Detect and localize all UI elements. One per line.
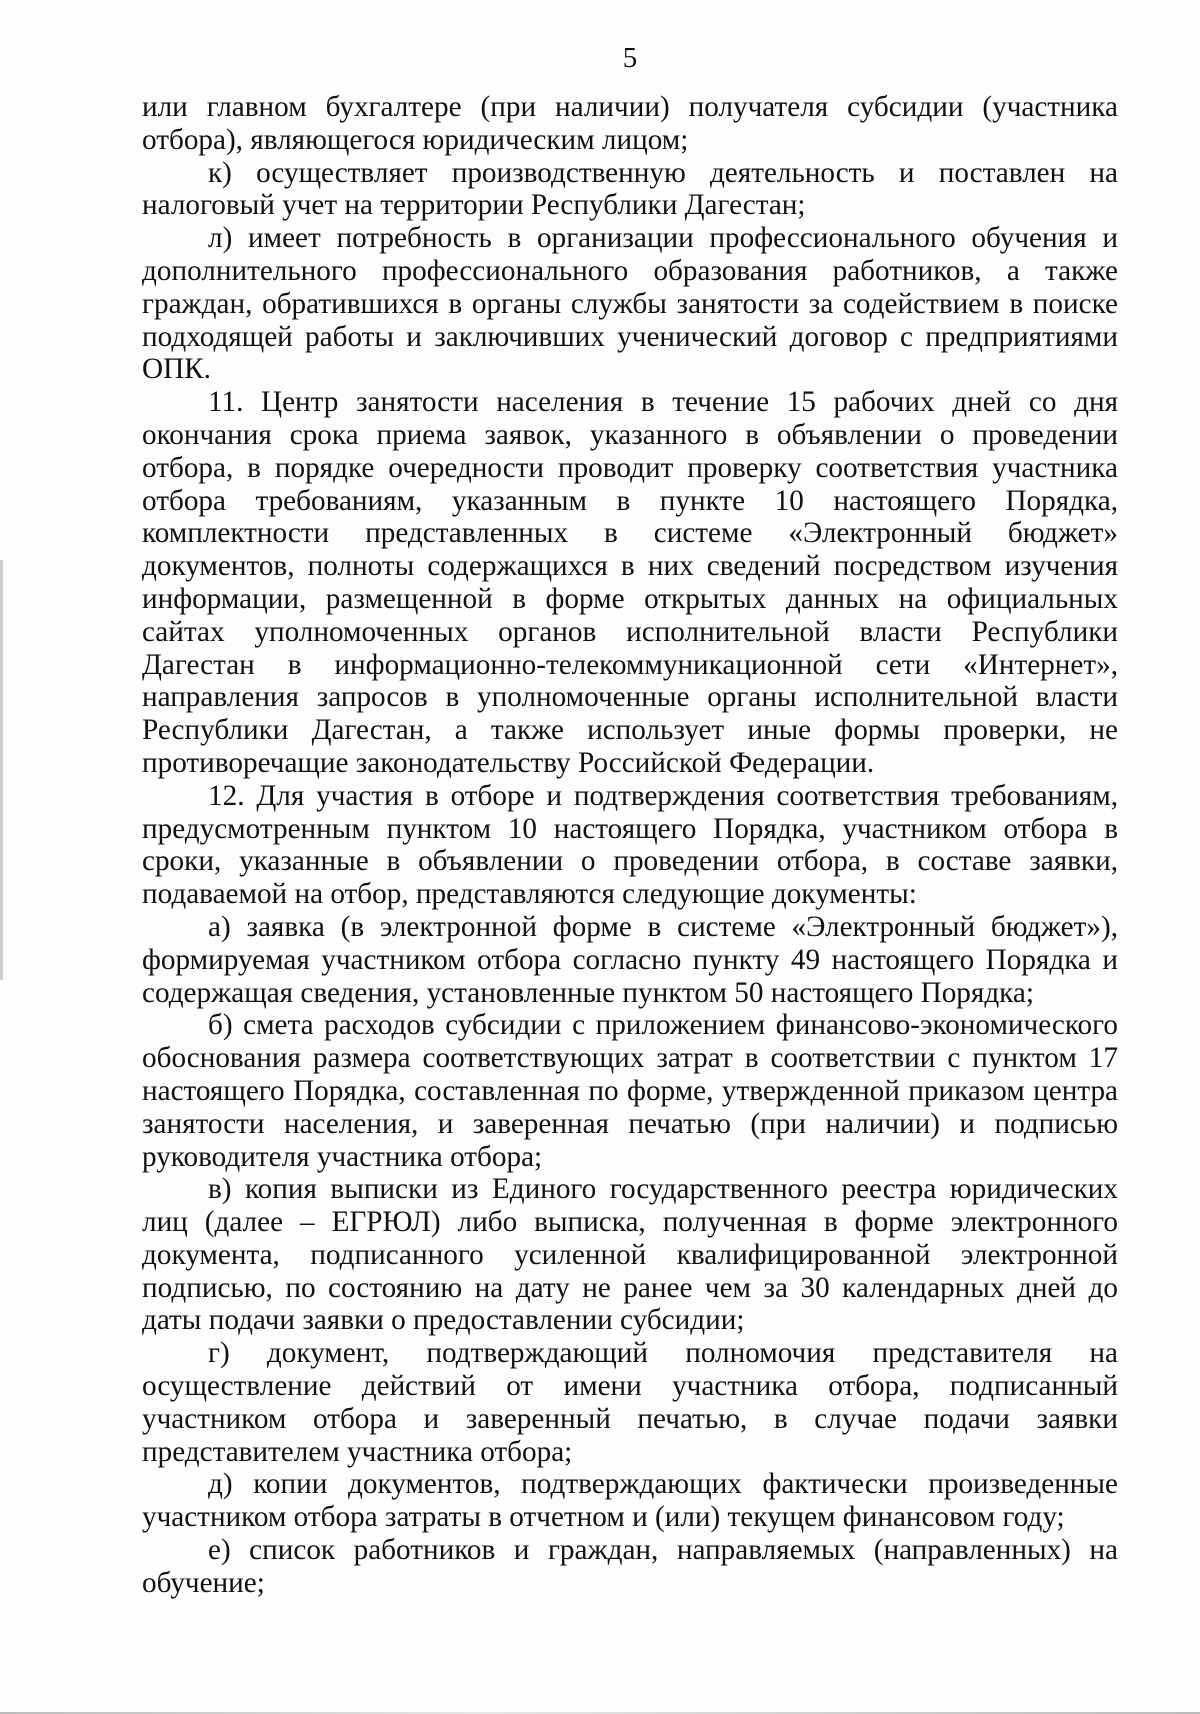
paragraph-item-g: г) документ, подтверждающий полномочия представителя на осуществление действий от имени участника отбора, подписанный участником отбора и заверенный печатью, в случае подачи заявки представителем участника отбора; <box>142 1337 1118 1468</box>
paragraph-item-a: а) заявка (в электронной форме в системе «Электронный бюджет»), формируемая участником отбора согласно пункту 49 настоящего Порядка и содержащая сведения, установленные пунктом 50 настоящего Порядка; <box>142 910 1118 1009</box>
paragraph-item-d: д) копии документов, подтверждающих фактически произведенные участником отбора затраты в отчетном и (или) текущем финансовом году; <box>142 1468 1118 1534</box>
paragraph-item-l: л) имеет потребность в организации профессионального обучения и дополнительного профессионального образования работников, а также граждан, обратившихся в органы службы занятости за содействием в поиске подходящей работы и заключивших ученический договор с предприятиями ОПК. <box>142 222 1118 386</box>
paragraph-item-k: к) осуществляет производственную деятельность и поставлен на налоговый учет на территории Республики Дагестан; <box>142 156 1118 222</box>
paragraph-clause-11: 11. Центр занятости населения в течение 15 рабочих дней со дня окончания срока приема заявок, указанного в объявлении о проведении отбора, в порядке очередности проводит проверку соответствия участника отбора требованиям, указанным в пункте 10 настоящего Порядка, комплектности представленных в системе «Электронный бюджет» документов, полноты содержащихся в них сведений посредством изучения информации, размещенной в форме открытых данных на официальных сайтах уполномоченных органов исполнительной власти Республики Дагестан в информационно-телекоммуникационной сети «Интернет», направления запросов в уполномоченные органы исполнительной власти Республики Дагестан, а также использует иные формы проверки, не противоречащие законодательству Российской Федерации. <box>142 386 1118 779</box>
page-number: 5 <box>622 42 638 74</box>
document-body <box>142 91 1118 1600</box>
paragraph-item-b: б) смета расходов субсидии с приложением финансово-экономического обоснования размера соответствующих затрат в соответствии с пунктом 17 настоящего Порядка, составленная по форме, утвержденной приказом центра занятости населения, и заверенная печатью (при наличии) и подписью руководителя участника отбора; <box>142 1009 1118 1173</box>
paragraph-continuation: или главном бухгалтере (при наличии) получателя субсидии (участника отбора), являющегося юридическим лицом; <box>142 91 1118 156</box>
paragraph-clause-12: 12. Для участия в отборе и подтверждения соответствия требованиям, предусмотренным пунктом 10 настоящего Порядка, участником отбора в сроки, указанные в объявлении о проведении отбора, в составе заявки, подаваемой на отбор, представляются следующие документы: <box>142 779 1118 911</box>
paragraph-item-e: е) список работников и граждан, направляемых (направленных) на обучение; <box>142 1534 1118 1599</box>
scan-left-edge-shadow <box>0 560 3 980</box>
paragraph-item-v: в) копия выписки из Единого государственного реестра юридических лиц (далее – ЕГРЮЛ) либо выписка, полученная в форме электронного документа, подписанного усиленной квалифицированной электронной подписью, по состоянию на дату не ранее чем за 30 календарных дней до даты подачи заявки о предоставлении субсидии; <box>142 1173 1118 1337</box>
